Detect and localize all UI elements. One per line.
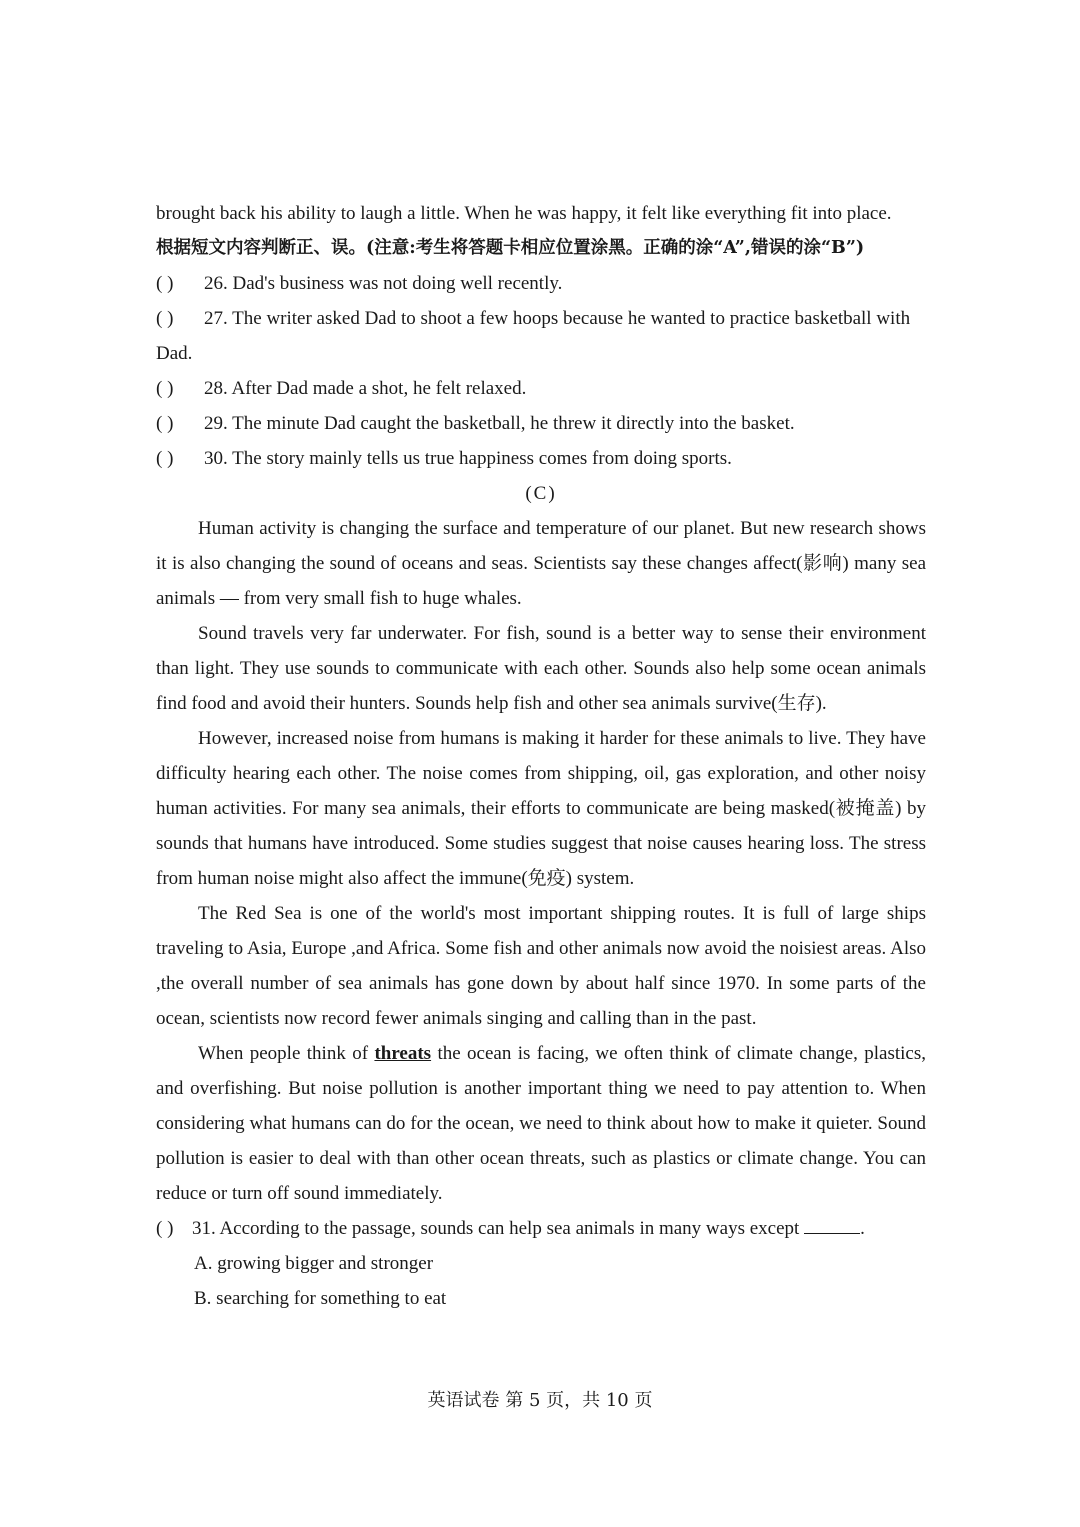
underlined-word: threats xyxy=(374,1043,432,1064)
answer-paren: ( ) xyxy=(156,1218,174,1239)
tf-item-28 xyxy=(156,371,926,406)
true-false-instructions: 根据短文内容判断正、误。(注意:考生将答题卡相应位置涂黑。正确的涂“A”,错误的涂“B”) xyxy=(156,238,865,258)
true-false-list xyxy=(156,266,926,476)
passage-paragraph-3: However, increased noise from humans is making it harder for these animals to live. They have difficulty hearing each other. The noise comes from shipping, oil, gas exploration, and other noisy human activities. For many sea animals, their efforts to communicate are being masked(被掩盖) by sounds that humans have introduced. Some studies suggest that noise causes hearing loss. The stress from human noise might also affect the immune(免疫) system. xyxy=(156,728,926,889)
passage-paragraph-5 xyxy=(156,1036,926,1211)
tf-item-text: 27. The writer asked Dad to shoot a few hoops because he wanted to practice basketball with Dad. xyxy=(156,308,911,364)
answer-paren: ( ) xyxy=(156,273,174,294)
answer-blank xyxy=(804,1215,860,1234)
option-a: A. growing bigger and stronger xyxy=(194,1253,434,1274)
tf-item-27 xyxy=(156,301,926,371)
passage-paragraph-2: Sound travels very far underwater. For fish, sound is a better way to sense their environment than light. They use sounds to communicate with each other. Sounds also help some ocean animals find food and avoid their hunters. Sounds help fish and other sea animals survive(生存). xyxy=(156,623,926,714)
passage-paragraph-4: The Red Sea is one of the world's most important shipping routes. It is full of large ships traveling to Asia, Europe ,and Africa. Some fish and other animals now avoid the noisiest areas. Also ,the overall number of sea animals has gone down by about half since 1970. In some parts of the ocean, scientists now record fewer animals singing and calling than in the past. xyxy=(156,903,926,1029)
tf-item-text: 28. After Dad made a shot, he felt relaxed. xyxy=(204,378,527,399)
paragraph-5-rest: the ocean is facing, we often think of climate change, plastics, and overfishing. But noise pollution is another important thing we need to pay attention to. When considering what humans can do for the ocean, we need to think about how to make it quieter. Sound pollution is easier to deal with than other ocean threats, such as plastics or climate change. You can reduce or turn off sound immediately. xyxy=(156,1043,926,1204)
answer-paren: ( ) xyxy=(156,308,174,329)
option-b: B. searching for something to eat xyxy=(194,1288,447,1309)
tf-item-text: 29. The minute Dad caught the basketball, he threw it directly into the basket. xyxy=(204,413,795,434)
carry-over-text: brought back his ability to laugh a little. When he was happy, it felt like everything fit into place. xyxy=(156,203,892,224)
question-31 xyxy=(156,1211,926,1246)
tf-item-26 xyxy=(156,266,926,301)
answer-paren: ( ) xyxy=(156,448,174,469)
answer-paren: ( ) xyxy=(156,378,174,399)
tf-item-text: 26. Dad's business was not doing well recently. xyxy=(204,273,563,294)
tf-item-29 xyxy=(156,406,926,441)
page-content xyxy=(156,196,926,1316)
question-31-stem: 31. According to the passage, sounds can help sea animals in many ways except xyxy=(192,1218,800,1239)
answer-paren: ( ) xyxy=(156,413,174,434)
paragraph-5-start: When people think of xyxy=(198,1043,375,1064)
passage-paragraph-1: Human activity is changing the surface and temperature of our planet. But new research shows it is also changing the sound of oceans and seas. Scientists say these changes affect(影响) many sea animals — from very small fish to huge whales. xyxy=(156,518,926,609)
section-title: (C) xyxy=(525,483,557,504)
tf-item-text: 30. The story mainly tells us true happiness comes from doing sports. xyxy=(204,448,732,469)
page-footer: 英语试卷 第 5 页，共 10 页 xyxy=(427,1390,653,1411)
tf-item-30 xyxy=(156,441,926,476)
question-31-end: . xyxy=(860,1218,865,1239)
